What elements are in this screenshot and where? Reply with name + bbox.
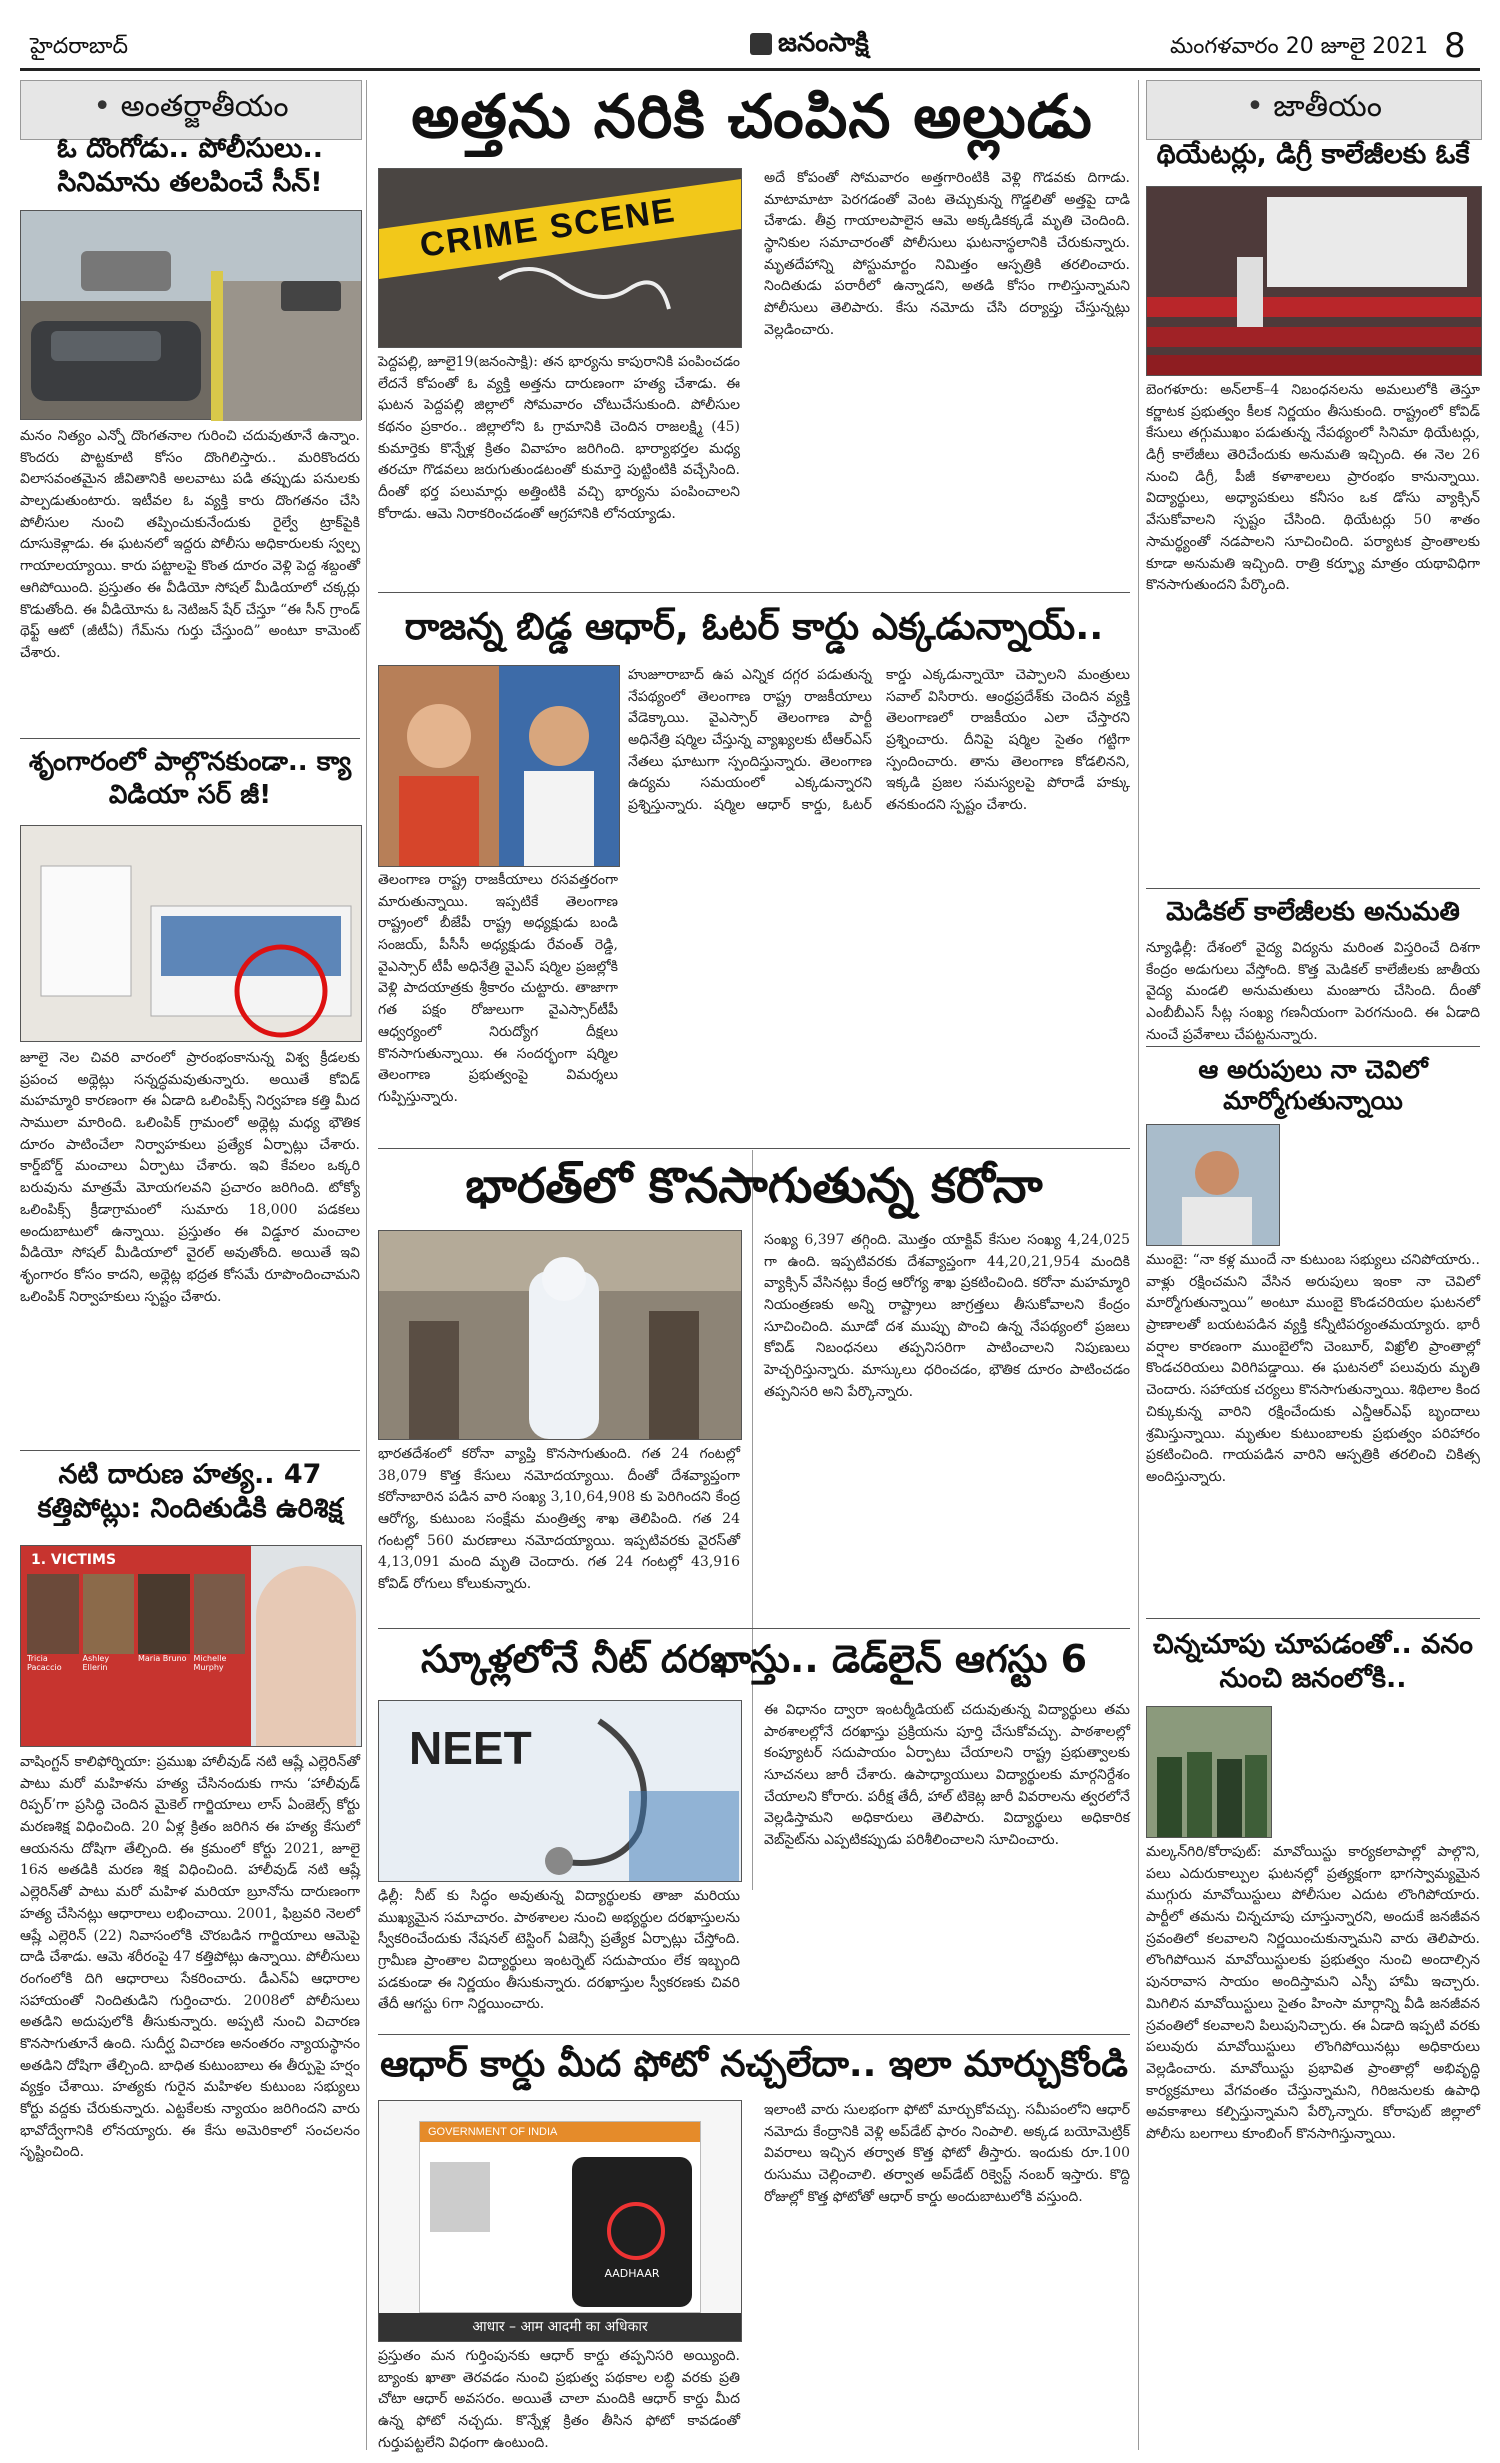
stethoscope-icon xyxy=(379,1701,741,1881)
victim-name: Michelle Murphy xyxy=(193,1654,227,1672)
divider xyxy=(20,1450,360,1451)
article-olympic-body: జూలై నెల చివరి వారంలో ప్రారంభంకానున్న విశ్వ క్రీడలకు ప్రపంచ అథ్లెట్లు సన్నద్ధమవుతున్నారు. అయితే కోవిడ్‌ మహమ్మారి కారణంగా ఈ ఏడాది ఒలింపిక్స్‌ నిర్వహణ కత్తి మీద సాములా మారింది. ఒలింపిక్‌ గ్రామంలో అథ్లెట్ల మధ్య భౌతిక దూరం పాటించేలా నిర్వాహకులు ప్రత్యేక ఏర్పాట్లు చేశారు. కార్డ్‌బోర్డ్‌ మంచాలు ఏర్పాటు చేశారు. ఇవి కేవలం ఒక్కరి బరువును మాత్రమే మోయగలవని ప్రచారం జరిగింది. టోక్యో ఒలింపిక్స్‌ క్రీడాగ్రామంలో సుమారు 18,000 పడకలు అందుబాటులో ఉన్నాయి. ప్రస్తుతం ఈ విడ్డూర మంచాల వీడియో సోషల్‌ మీడియాలో వైరల్‌ అవుతోంది. అయితే ఇవి శృంగారం కోసం కాదని, అథ్లెట్ల భద్రత కోసమే రూపొందించామని ఒలింపిక్‌ నిర్వాహకులు స్పష్టం చేశారు. xyxy=(20,1050,360,1305)
surrender-group-illustration xyxy=(1147,1707,1271,1837)
divider xyxy=(378,592,1130,593)
article-son-in-law-body-1: పెద్దపల్లి, జూలై19(జనంసాక్షి): తన భార్యను కాపురానికి పంపించడం లేదనే కోపంతో ఓ వ్యక్తి అత్తను దారుణంగా హత్య చేశాడు. ఈ ఘటన పెద్దపల్లి జిల్లాలో సోమవారం చోటుచేసుకుంది. పోలీసుల కథనం ప్రకారం.. జిల్లాలోని ఓ గ్రామానికి చెందిన రాజలక్ష్మి (45) కుమార్తెకు కొన్నేళ్ల క్రితం వివాహం జరిగింది. భార్యాభర్తల మధ్య తరచూ గొడవలు జరుగుతుండటంతో కుమార్తె పుట్టింటికి వచ్చేసింది. దీంతో భర్త పలుమార్లు అత్తింటికి వచ్చి భార్యను పంపించాలని కోరాడు. ఆమె నిరాకరించడంతో ఆగ్రహానికి లోనయ్యాడు. xyxy=(378,354,740,522)
newspaper-logo xyxy=(750,28,869,64)
headline-son-in-law: అత్తను నరికి చంపిన అల్లుడు xyxy=(411,82,1093,152)
article-neet-body-1: ఢిల్లీ: నీట్‌ కు సిద్ధం అవుతున్న విద్యార్థులకు తాజా మరియు ముఖ్యమైన సమాచారం. పాఠశాలల నుంచి అభ్యర్థుల దరఖాస్తులను స్వీకరించేందుకు నేషనల్‌ టెస్టింగ్‌ ఏజెన్సీ ప్రత్యేక ఏర్పాట్లు చేస్తోంది. గ్రామీణ ప్రాంతాల విద్యార్థులు ఇంటర్నెట్‌ సదుపాయం లేక ఇబ్బంది పడకుండా ఈ నిర్ణయం తీసుకున్నారు. దరఖాస్తుల స్వీకరణకు చివరి తేదీ ఆగస్టు 6గా నిర్ణయించారు. xyxy=(378,1888,740,2013)
politicians-illustration xyxy=(379,666,619,866)
headline-actress-murder: నటి దారుణ హత్య.. 47 కత్తిపోట్లు: నిందితుడికి ఉరిశిక్ష xyxy=(37,1459,343,1524)
photo-sharmila xyxy=(378,665,620,867)
article-sharmila-body-2: హుజూరాబాద్‌ ఉప ఎన్నిక దగ్గర పడుతున్న నేపథ్యంలో తెలంగాణ రాష్ట్ర రాజకీయాలు వేడెక్కాయి. వైఎస్సార్‌ తెలంగాణ పార్టీ అధినేత్రి షర్మిల చేస్తున్న వ్యాఖ్యలకు టీఆర్‌ఎస్‌ నేతలు ఘాటుగా స్పందిస్తున్నారు. తెలంగాణ ఉద్యమ సమయంలో ఎక్కడున్నారని ప్రశ్నిస్తున్నారు. షర్మిల ఆధార్‌ కార్డు, ఓటర్‌ కార్డు ఎక్కడున్నాయో చెప్పాలని మంత్రులు సవాల్‌ విసిరారు. ఆంధ్రప్రదేశ్‌కు చెందిన వ్యక్తి తెలంగాణలో రాజకీయం ఎలా చేస్తారని ప్రశ్నించారు. దీనిపై షర్మిల సైతం గట్టిగా స్పందించారు. తాను తెలంగాణ కోడలినని, ఇక్కడి ప్రజల సమస్యలపై పోరాడే హక్కు తనకుందని స్పష్టం చేశారు. xyxy=(628,667,1130,814)
headline-theatres: థియేటర్లు, డిగ్రీ కాలేజీలకు ఓకే xyxy=(1156,139,1470,170)
section-national: • జాతీయం xyxy=(1146,80,1482,140)
logo-text: జనంసాక్షి xyxy=(778,28,869,58)
defendant-photo xyxy=(256,1566,356,1746)
crime-tape-label: CRIME SCENE xyxy=(417,191,679,265)
divider xyxy=(378,1628,1130,1629)
victim-name: Maria Bruno xyxy=(138,1654,187,1663)
article-aadhaar-body-2: ఇలాంటి వారు సులభంగా ఫోటో మార్చుకోవచ్చు. సమీపంలోని ఆధార్‌ నమోదు కేంద్రానికి వెళ్లి అప్‌డేట్‌ ఫారం నింపాలి. అక్కడ బయోమెట్రిక్‌ వివరాలు ఇచ్చిన తర్వాత కొత్త ఫోటో తీస్తారు. ఇందుకు రూ.100 రుసుము చెల్లించాలి. తర్వాత అప్‌డేట్‌ రిక్వెస్ట్‌ నంబర్‌ ఇస్తారు. కొద్ది రోజుల్లో కొత్త ఫోటోతో ఆధార్‌ కార్డు అందుబాటులోకి వస్తుంది. xyxy=(764,2102,1130,2205)
section-international: • అంతర్జాతీయం xyxy=(20,80,362,140)
victims-board xyxy=(21,1546,251,1746)
headline-corona: భారత్‌లో కొనసాగుతున్న కరోనా xyxy=(465,1158,1043,1214)
headline-olympic-beds: శృంగారంలో పాల్గొనకుండా.. క్యా విడియా సర్‌ జీ! xyxy=(28,747,352,810)
divider xyxy=(378,1148,1130,1149)
article-corona-body-1: భారతదేశంలో కరోనా వ్యాప్తి కొనసాగుతుంది. గత 24 గంటల్లో 38,079 కొత్త కేసులు నమోదయ్యాయి. దీంతో దేశవ్యాప్తంగా కరోనాబారిన పడిన వారి సంఖ్య 3,10,64,908 కు పెరిగిందని కేంద్ర ఆరోగ్య, కుటుంబ సంక్షేమ మంత్రిత్వ శాఖ తెలిపింది. గత 24 గంటల్లో 560 మరణాలు నమోదయ్యాయి. ఇప్పటివరకు వైరస్‌తో 4,13,091 మంది మృతి చెందారు. గత 24 గంటల్లో 43,916 కోవిడ్‌ రోగులు కోలుకున్నారు. xyxy=(378,1446,740,1593)
article-maoists-body: మల్కన్‌గిరి/కోరాపుట్‌: మావోయిస్టు కార్యకలాపాల్లో పాల్గొని, పలు ఎదురుకాల్పుల ఘటనల్లో ప్రత్యక్షంగా భాగస్వామ్యమైన ముగ్గురు మావోయిస్టులు పోలీసుల ఎదుట లొంగిపోయారు. పార్టీలో తమను చిన్నచూపు చూస్తున్నారని, అందుకే జనజీవన స్రవంతిలో కలవాలని నిర్ణయించుకున్నామని వారు తెలిపారు. లొంగిపోయిన మావోయిస్టులకు ప్రభుత్వం నుంచి అందాల్సిన పునరావాస సాయం అందిస్తామని ఎస్పీ హామీ ఇచ్చారు. మిగిలిన మావోయిస్టులు సైతం హింసా మార్గాన్ని వీడి జనజీవన స్రవంతిలో కలవాలని పిలుపునిచ్చారు. ఈ ఏడాది ఇప్పటి వరకు పలువురు మావోయిస్టులు లొంగిపోయినట్లు అధికారులు వెల్లడించారు. మావోయిస్టు ప్రభావిత ప్రాంతాల్లో అభివృద్ధి కార్యక్రమాలు వేగవంతం చేస్తున్నామని, గిరిజనులకు ఉపాధి అవకాశాలు కల్పిస్తున్నామని పేర్కొన్నారు. కోరాపుట్‌ జిల్లాలో పోలీసు బలగాలు కూంబింగ్‌ కొనసాగిస్తున్నాయి. xyxy=(1146,1844,1480,2142)
aadhaar-footer: आधार – आम आदमी का अधिकार xyxy=(379,2313,741,2341)
article-screams-body: ముంబై: “నా కళ్ల ముందే నా కుటుంబ సభ్యులు చనిపోయారు.. వాళ్లు రక్షించమని వేసిన అరుపులు ఇంకా నా చెవిలో మార్మోగుతున్నాయి” అంటూ ముంబై కొండచరియల ఘటనలో ప్రాణాలతో బయటపడిన వ్యక్తి కన్నీటిపర్యంతమయ్యారు. భారీ వర్షాల కారణంగా ముంబైలోని చెంబూర్‌, విఖ్రోలి ప్రాంతాల్లో కొండచరియలు విరిగిపడ్డాయి. ఈ ఘటనలో పలువురు మృతి చెందారు. సహాయక చర్యలు కొనసాగుతున్నాయి. శిథిలాల కింద చిక్కుకున్న వారిని రక్షించేందుకు ఎన్డీఆర్‌ఎఫ్‌ బృందాలు శ్రమిస్తున్నాయి. మృతుల కుటుంబాలకు ప్రభుత్వం పరిహారం ప్రకటించింది. గాయపడిన వారిని ఆస్పత్రికి తరలించి చికిత్స అందిస్తున్నారు. xyxy=(1146,1252,1480,1485)
photo-aadhaar-card xyxy=(378,2100,742,2342)
article-murder-body: వాషింగ్టన్‌ కాలిఫోర్నియా: ప్రముఖ హాలీవుడ్‌ నటి ఆష్లే ఎల్లెరిన్‌తో పాటు మరో మహిళను హత్య చేసినందుకు గాను ‘హాలీవుడ్‌ రిప్పర్‌’గా ప్రసిద్ధి చెందిన మైకెల్‌ గార్జియాలు లాస్‌ ఏంజెల్స్‌ కోర్టు మరణశిక్ష విధించింది. 20 ఏళ్ల క్రితం జరిగిన ఈ హత్య కేసులో ఆయనను దోషిగా తేల్చింది. ఈ క్రమంలో కోర్టు 2021, జూలై 16న అతడికి మరణ శిక్ష విధించింది. హాలీవుడ్‌ నటి ఆష్లే ఎల్లెరిన్‌తో పాటు మరో మహిళ మరియా బ్రూనోను దారుణంగా హత్య చేసినట్లు ఆధారాలు లభించాయి. 2001, ఫిబ్రవరి నెలలో ఆష్లే ఎల్లెరిన్‌ (22) నివాసంలోకి చొరబడిన గార్జియాలు ఆమెపై దాడి చేశాడు. ఆమె శరీరంపై 47 కత్తిపోట్లు ఉన్నాయి. పోలీసులు రంగంలోకి దిగి ఆధారాలు సేకరించారు. డీఎన్‌ఏ ఆధారాల సహాయంతో నిందితుడిని గుర్తించారు. 2008లో పోలీసులు అతడిని అదుపులోకి తీసుకున్నారు. అప్పటి నుంచి విచారణ కొనసాగుతూనే ఉంది. సుదీర్ఘ విచారణ అనంతరం న్యాయస్థానం అతడిని దోషిగా తేల్చింది. బాధిత కుటుంబాలు ఈ తీర్పుపై హర్షం వ్యక్తం చేశాయి. హత్యకు గురైన మహిళల కుటుంబ సభ్యులు కోర్టు వద్దకు చేరుకున్నారు. ఎట్టకేలకు న్యాయం జరిగిందని వారు భావోద్వేగానికి లోనయ్యారు. ఈ కేసు అమెరికాలో సంచలనం సృష్టించింది. xyxy=(20,1754,360,2161)
article-corona-body-2: సంఖ్య 6,397 తగ్గింది. మొత్తం యాక్టివ్‌ కేసుల సంఖ్య 4,24,025 గా ఉంది. ఇప్పటివరకు దేశవ్యాప్తంగా 44,20,21,954 మందికి వ్యాక్సిన్‌ వేసినట్లు కేంద్ర ఆరోగ్య శాఖ ప్రకటించింది. కరోనా మహమ్మారి నియంత్రణకు అన్ని రాష్ట్రాలు జాగ్రత్తలు తీసుకోవాలని కేంద్రం సూచించింది. మూడో దశ ముప్పు పొంచి ఉన్న నేపథ్యంలో ప్రజలు కోవిడ్‌ నిబంధనలు తప్పనిసరిగా పాటించాలని నిపుణులు హెచ్చరిస్తున్నారు. మాస్కులు ధరించడం, భౌతిక దూరం పాటించడం తప్పనిసరి అని పేర్కొన్నారు. xyxy=(764,1232,1130,1400)
headline-aadhaar-photo: ఆధార్‌ కార్డు మీద ఫోటో నచ్చలేదా.. ఇలా మార్చుకోండి xyxy=(380,2044,1128,2085)
issue-date: మంగళవారం 20 జూలై 2021 xyxy=(1170,34,1429,59)
divider xyxy=(1146,888,1480,889)
victim-name: Ashley Ellerin xyxy=(82,1654,110,1672)
aadhaar-card xyxy=(419,2121,701,2313)
photo-victims-board xyxy=(20,1545,362,1747)
article-aadhaar-body-1: ప్రస్తుతం మన గుర్తింపునకు ఆధార్‌ కార్డు తప్పనిసరి అయ్యింది. బ్యాంకు ఖాతా తెరవడం నుంచి ప్రభుత్వ పథకాల లబ్ధి వరకు ప్రతి చోటా ఆధార్‌ అవసరం. అయితే చాలా మందికి ఆధార్‌ కార్డు మీద ఉన్న ఫోటో నచ్చదు. కొన్నేళ్ల క్రితం తీసిన ఫోటో కావడంతో గుర్తుపట్టలేని విధంగా ఉంటుంది. xyxy=(378,2348,740,2451)
article-neet-body-2: ఈ విధానం ద్వారా ఇంటర్మీడియట్‌ చదువుతున్న విద్యార్థులు తమ పాఠశాలల్లోనే దరఖాస్తు ప్రక్రియను పూర్తి చేసుకోవచ్చు. పాఠశాలల్లో కంప్యూటర్‌ సదుపాయం ఏర్పాటు చేయాలని రాష్ట్ర ప్రభుత్వాలకు సూచనలు జారీ చేశారు. ఉపాధ్యాయులు విద్యార్థులకు మార్గనిర్దేశం చేయాలని కోరారు. పరీక్ష తేదీ, హాల్‌ టికెట్ల జారీ వివరాలను త్వరలోనే వెల్లడిస్తామని అధికారులు తెలిపారు. విద్యార్థులు అధికారిక వెబ్‌సైట్‌ను ఎప్పటికప్పుడు పరిశీలించాలని సూచించారు. xyxy=(764,1702,1130,1849)
photo-corona-testing xyxy=(378,1230,742,1440)
divider xyxy=(378,2034,1130,2035)
theatre-seats-illustration xyxy=(1147,187,1481,375)
victims-board-title: 1. VICTIMS xyxy=(31,1552,117,1568)
bed-illustration xyxy=(21,826,361,1041)
smartphone xyxy=(572,2157,692,2307)
headline-medical-colleges: మెడికల్‌ కాలేజీలకు అనుమతి xyxy=(1166,897,1460,927)
divider xyxy=(1146,1046,1480,1047)
column-divider-right xyxy=(1138,80,1139,2450)
photo-neet xyxy=(378,1700,742,1882)
neet-label: NEET xyxy=(409,1722,532,1774)
article-thief-body: మనం నిత్యం ఎన్నో దొంగతనాల గురించి చదువుతూనే ఉన్నాం. కొందరు పొట్టకూటి కోసం దొంగిలిస్తారు.. మరికొందరు విలాసవంతమైన జీవితానికి అలవాటు పడి తప్పుడు పనులకు పాల్పడుతుంటారు. ఇటీవల ఓ వ్యక్తి కారు దొంగతనం చేసి పోలీసుల నుంచి తప్పించుకునేందుకు రైల్వే ట్రాక్‌పైకి దూసుకెళ్లాడు. ఈ ఘటనలో ఇద్దరు పోలీసు అధికారులకు స్వల్ప గాయాలయ్యాయి. కారు పట్టాలపై కొంత దూరం వెళ్లి పెద్ద శబ్దంతో ఆగిపోయింది. ప్రస్తుతం ఈ వీడియో సోషల్‌ మీడియాలో చక్కర్లు కొడుతోంది. ఈ వీడియోను ఓ నెటిజన్‌ షేర్‌ చేస్తూ “ఈ సీన్‌ గ్రాండ్‌ థెఫ్ట్‌ ఆటో (జీటీఏ) గేమ్‌ను గుర్తు చేస్తుంది” అంటూ కామెంట్‌ చేశారు. xyxy=(20,428,360,661)
aadhaar-logo-icon xyxy=(607,2202,665,2260)
aadhaar-banner: GOVERNMENT OF INDIA xyxy=(420,2122,700,2142)
edition-city: హైదరాబాద్ xyxy=(30,34,128,59)
photo-survivor xyxy=(1146,1124,1280,1246)
aadhaar-photo-placeholder xyxy=(430,2162,490,2232)
headline-aadhaar-voter: రాజన్న బిడ్డ ఆధార్‌, ఓటర్‌ కార్డు ఎక్కడున్నాయ్‌.. xyxy=(404,605,1104,648)
headline-maoists: చిన్నచూపు చూపడంతో.. వనం నుంచి జనంలోకి.. xyxy=(1152,1629,1473,1694)
article-son-in-law-body-2: అదే కోపంతో సోమవారం అత్తగారింటికి వెళ్లి గొడవకు దిగాడు. మాటామాటా పెరగడంతో వెంట తెచ్చుకున్న గొడ్డలితో అత్తపై దాడి చేశాడు. తీవ్ర గాయాలపాలైన ఆమె అక్కడికక్కడే మృతి చెందింది. స్థానికుల సమాచారంతో పోలీసులు ఘటనాస్థలానికి చేరుకున్నారు. మృతదేహాన్ని పోస్టుమార్టం నిమిత్తం ఆస్పత్రికి తరలించారు. నిందితుడు పరారీలో ఉన్నాడని, అతడి కోసం గాలిస్తున్నామని పోలీసులు తెలిపారు. కేసు నమోదు చేసి దర్యాప్తు చేస్తున్నట్లు వెల్లడించారు. xyxy=(764,170,1130,338)
column-divider-left xyxy=(366,80,367,2450)
page-number: 8 xyxy=(1444,26,1466,66)
article-sharmila-body-1: తెలంగాణ రాష్ట్ర రాజకీయాలు రసవత్తరంగా మారుతున్నాయి. ఇప్పటికే తెలంగాణ రాష్ట్రంలో బీజేపీ రాష్ట్ర అధ్యక్షుడు బండి సంజయ్‌, పీసీసీ అధ్యక్షుడు రేవంత్‌ రెడ్డి, వైఎస్సార్‌ టీపీ అధినేత్రి వైఎస్‌ షర్మిల ప్రజల్లోకి వెళ్లి పాదయాత్రకు శ్రీకారం చుట్టారు. తాజాగా గత పక్షం రోజులుగా వైఎస్సార్‌టీపీ ఆధ్వర్యంలో నిరుద్యోగ దీక్షలు కొనసాగుతున్నాయి. ఈ సందర్భంగా షర్మిల తెలంగాణ ప్రభుత్వంపై విమర్శలు గుప్పిస్తున్నారు. xyxy=(378,872,618,1105)
ppe-worker-illustration xyxy=(379,1231,741,1439)
article-theatres-body: బెంగళూరు: అన్‌లాక్‌–4 నిబంధనలను అమలులోకి తెస్తూ కర్ణాటక ప్రభుత్వం కీలక నిర్ణయం తీసుకుంది. రాష్ట్రంలో కోవిడ్‌ కేసులు తగ్గుముఖం పడుతున్న నేపథ్యంలో సినిమా థియేటర్లు, డిగ్రీ కాలేజీలు తెరిచేందుకు అనుమతి ఇచ్చింది. ఈ నెల 26 నుంచి డిగ్రీ, పీజీ కళాశాలలు ప్రారంభం కానున్నాయి. విద్యార్థులు, అధ్యాపకులు కనీసం ఒక డోసు వ్యాక్సిన్‌ వేసుకోవాలని స్పష్టం చేసింది. థియేటర్లు 50 శాతం సామర్థ్యంతో నడపాలని సూచించింది. పర్యాటక ప్రాంతాలకు కూడా అనుమతి ఇచ్చింది. రాత్రి కర్ఫ్యూ మాత్రం యథావిధిగా కొనసాగుతుందని పేర్కొంది. xyxy=(1146,382,1480,594)
article-medical-body: న్యూఢిల్లీ: దేశంలో వైద్య విద్యను మరింత విస్తరించే దిశగా కేంద్రం అడుగులు వేస్తోంది. కొత్త మెడికల్‌ కాలేజీలకు జాతీయ వైద్య మండలి అనుమతులు మంజూరు చేసింది. దీంతో ఎంబీబీఎస్‌ సీట్ల సంఖ్య గణనీయంగా పెరగనుంది. ఈ ఏడాది నుంచే ప్రవేశాలు చేపట్టనున్నారు. xyxy=(1146,940,1480,1043)
photo-cardboard-bed xyxy=(20,825,362,1042)
photo-crime-scene xyxy=(378,168,742,348)
victim-name: Tricia Pacaccio xyxy=(27,1654,62,1672)
photo-maoists-surrender xyxy=(1146,1706,1272,1838)
logo-icon xyxy=(750,33,772,55)
photo-car-on-track xyxy=(20,210,362,420)
divider xyxy=(1146,1618,1480,1619)
aadhaar-logo-text: AADHAAR xyxy=(604,2267,660,2280)
headline-screams: ఆ అరుపులు నా చెవిలో మార్మోగుతున్నాయి xyxy=(1198,1055,1428,1116)
headline-neet: స్కూళ్లలోనే నీట్‌ దరఖాస్తు.. డెడ్‌లైన్‌ ఆగస్టు 6 xyxy=(420,1637,1088,1681)
photo-theatre xyxy=(1146,186,1482,376)
headline-thief: ఓ దొంగోడు.. పోలీసులు.. సినిమాను తలపించే సీన్‌! xyxy=(56,133,324,198)
car-track-illustration xyxy=(21,211,361,419)
header-rule xyxy=(20,68,1480,71)
column-divider-center xyxy=(752,1150,753,1890)
divider xyxy=(20,738,360,739)
survivor-illustration xyxy=(1147,1125,1279,1245)
